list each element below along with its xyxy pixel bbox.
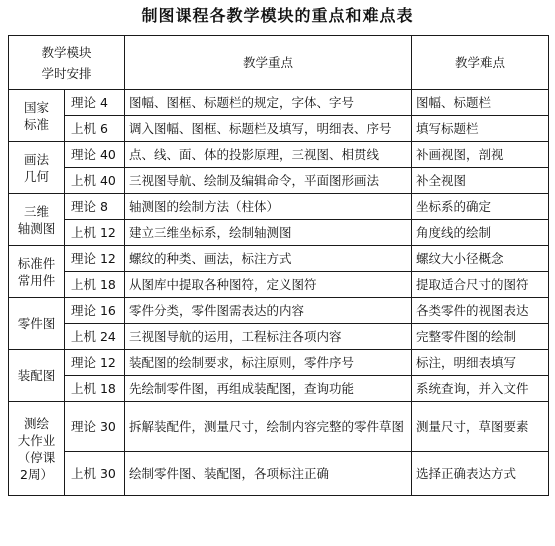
table-row xyxy=(9,246,549,272)
difficulty-cell: 测量尺寸，草图要素 xyxy=(412,402,549,452)
difficulty-cell: 坐标系的确定 xyxy=(412,194,549,220)
table-row xyxy=(9,220,549,246)
table-row xyxy=(9,116,549,142)
module-name-line: 零件图 xyxy=(17,316,56,331)
table-row xyxy=(9,272,549,298)
key-point-cell: 轴测图的绘制方法（柱体） xyxy=(125,194,412,220)
key-point-cell: 装配图的绘制要求，标注原则，零件序号 xyxy=(125,350,412,376)
hours-cell: 上机 18 xyxy=(65,272,125,298)
header-difficulties: 教学难点 xyxy=(412,36,549,90)
difficulty-cell: 补全视图 xyxy=(412,168,549,194)
module-name-line: 轴测图 xyxy=(17,220,56,236)
key-point-cell: 先绘制零件图，再组成装配图，查询功能 xyxy=(125,376,412,402)
difficulty-cell: 标注，明细表填写 xyxy=(412,350,549,376)
table-row xyxy=(9,452,549,496)
hours-cell: 理论 16 xyxy=(65,298,125,324)
module-name-line: 画法 xyxy=(23,151,49,167)
module-name-line: 标准 xyxy=(23,116,49,132)
hours-cell: 理论 8 xyxy=(65,194,125,220)
key-point-cell: 三视图导航、绘制及编辑命令，平面图形画法 xyxy=(125,168,412,194)
module-name-cell xyxy=(9,90,65,142)
table-row xyxy=(9,90,549,116)
hours-cell: 理论 30 xyxy=(65,402,125,452)
key-points-table xyxy=(8,35,549,496)
hours-cell: 上机 6 xyxy=(65,116,125,142)
difficulty-cell: 角度线的绘制 xyxy=(412,220,549,246)
table-row xyxy=(9,298,549,324)
key-point-cell: 图幅、图框、标题栏的规定，字体、字号 xyxy=(125,90,412,116)
table-title: 制图课程各教学模块的重点和难点表 xyxy=(141,6,414,25)
header-module-line2: 学时安排 xyxy=(41,65,92,81)
key-point-cell: 点、线、面、体的投影原理，三视图、相贯线 xyxy=(125,142,412,168)
module-name-line: 装配图 xyxy=(17,368,56,383)
key-point-cell: 零件分类，零件图需表达的内容 xyxy=(125,298,412,324)
module-name-cell xyxy=(9,298,65,350)
table-row xyxy=(9,376,549,402)
table-row xyxy=(9,168,549,194)
header-module-hours xyxy=(9,36,125,90)
difficulty-cell: 填写标题栏 xyxy=(412,116,549,142)
module-name-line: 常用件 xyxy=(17,272,56,288)
module-name-cell xyxy=(9,402,65,496)
module-name-cell xyxy=(9,350,65,402)
header-module-line1: 教学模块 xyxy=(41,44,92,60)
difficulty-cell: 各类零件的视图表达 xyxy=(412,298,549,324)
hours-cell: 理论 12 xyxy=(65,246,125,272)
module-name-cell xyxy=(9,246,65,298)
module-name-cell xyxy=(9,142,65,194)
table-row xyxy=(9,142,549,168)
table-row xyxy=(9,324,549,350)
hours-cell: 上机 24 xyxy=(65,324,125,350)
table-row xyxy=(9,402,549,452)
difficulty-cell: 系统查询，并入文件 xyxy=(412,376,549,402)
hours-cell: 上机 18 xyxy=(65,376,125,402)
table-row xyxy=(9,350,549,376)
difficulty-cell: 螺纹大小径概念 xyxy=(412,246,549,272)
module-name-cell xyxy=(9,194,65,246)
hours-cell: 理论 12 xyxy=(65,350,125,376)
hours-cell: 理论 40 xyxy=(65,142,125,168)
hours-cell: 上机 30 xyxy=(65,452,125,496)
key-point-cell: 调入图幅、图框、标题栏及填写，明细表、序号 xyxy=(125,116,412,142)
difficulty-cell: 补画视图，剖视 xyxy=(412,142,549,168)
header-row xyxy=(9,36,549,90)
module-name-line: 大作业 xyxy=(17,432,56,448)
key-point-cell: 螺纹的种类、画法，标注方式 xyxy=(125,246,412,272)
key-point-cell: 绘制零件图、装配图，各项标注正确 xyxy=(125,452,412,496)
module-name-line: 测绘 xyxy=(23,415,49,431)
hours-cell: 上机 40 xyxy=(65,168,125,194)
table-row xyxy=(9,194,549,220)
key-point-cell: 拆解装配件，测量尺寸，绘制内容完整的零件草图 xyxy=(125,402,412,452)
hours-cell: 上机 12 xyxy=(65,220,125,246)
module-name-line: （停课 xyxy=(17,449,56,465)
hours-cell: 理论 4 xyxy=(65,90,125,116)
module-name-line: 几何 xyxy=(23,168,49,184)
module-name-line: 标准件 xyxy=(17,255,56,271)
module-name-line: 2周） xyxy=(20,466,53,482)
header-key-points: 教学重点 xyxy=(125,36,412,90)
key-point-cell: 三视图导航的运用，工程标注各项内容 xyxy=(125,324,412,350)
key-point-cell: 建立三维坐标系，绘制轴测图 xyxy=(125,220,412,246)
module-name-line: 国家 xyxy=(23,99,49,115)
difficulty-cell: 完整零件图的绘制 xyxy=(412,324,549,350)
key-point-cell: 从图库中提取各种图符，定义图符 xyxy=(125,272,412,298)
difficulty-cell: 图幅、标题栏 xyxy=(412,90,549,116)
difficulty-cell: 选择正确表达方式 xyxy=(412,452,549,496)
module-name-line: 三维 xyxy=(23,203,49,219)
difficulty-cell: 提取适合尺寸的图符 xyxy=(412,272,549,298)
